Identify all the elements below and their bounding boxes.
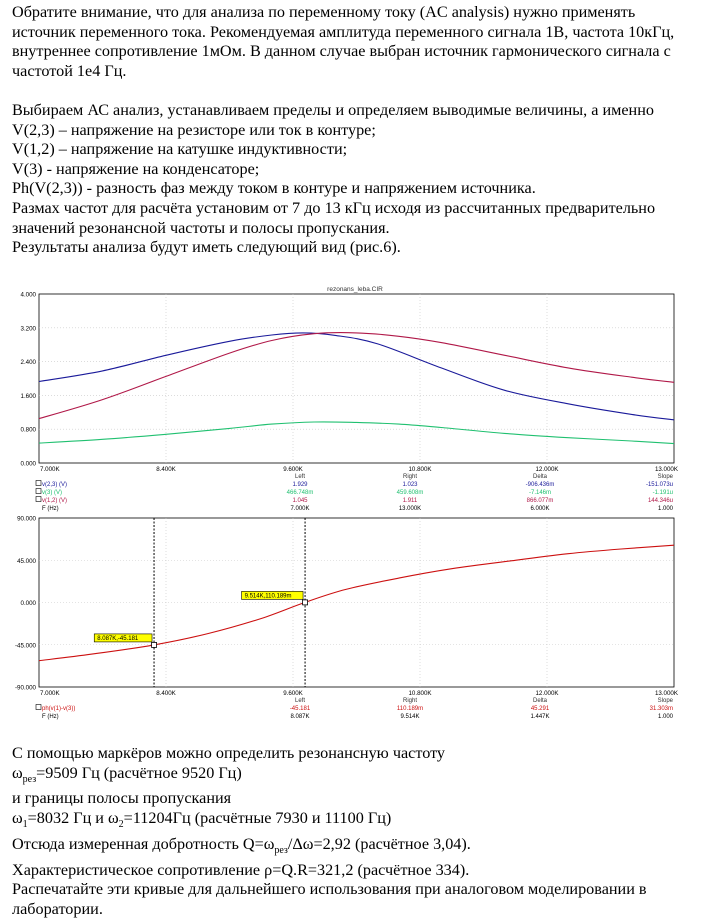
- cell-slope: 1.000: [657, 506, 673, 512]
- cell-right: 9.514K: [400, 714, 420, 720]
- intro-paragraph-3: Размах частот для расчёта установим от 7 до 13 кГц исходя из рассчитанных предварительно значений резонансной частоты и полосы пропускания.: [12, 198, 656, 237]
- cell-left: 1.045: [292, 498, 308, 504]
- y-tick-label: 2.400: [20, 359, 36, 367]
- cell-right: 110.189m: [396, 706, 424, 712]
- resonance-value: =9509 Гц (расчётное 9520 Гц): [36, 763, 242, 782]
- x-tick-label: 10.800K: [408, 690, 432, 697]
- table-header: Delta: [532, 474, 548, 480]
- cell-delta: 45.291: [530, 706, 550, 712]
- omega-sub-res-2: рез: [274, 845, 288, 857]
- y-tick-label: 3.200: [20, 325, 36, 333]
- cell-left: -45.181: [289, 706, 311, 712]
- x-tick-label: 12.000K: [535, 466, 559, 473]
- cell-right: 459.608m: [396, 490, 424, 496]
- outro-line-rho: [12, 861, 702, 881]
- legend-label: F (Hz): [42, 714, 59, 720]
- cell-right: 1.023: [402, 482, 418, 488]
- y-tick-label: 90.000: [17, 515, 36, 523]
- y-tick-label: 0.800: [20, 426, 36, 434]
- cell-right: 13.000K: [398, 506, 422, 512]
- x-tick-label: 10.800K: [408, 466, 432, 473]
- legend-checkbox[interactable]: [36, 497, 41, 502]
- cell-slope: -151.073u: [645, 482, 673, 488]
- legend-label: v(3) (V): [42, 490, 62, 496]
- ac-analysis-figure: [0, 283, 706, 721]
- x-tick-label: 8.400K: [156, 690, 176, 697]
- cell-left: 8.087K: [290, 714, 310, 720]
- band-high-value: =11204Гц (расчётные 7930 и 11100 Гц): [123, 809, 392, 828]
- omega-sub-1: 1: [22, 819, 28, 831]
- table-header: Right: [402, 698, 418, 704]
- intro-text: [12, 3, 702, 258]
- intro-line-phase: Ph(V(2,3)) - разность фаз между током в контуре и напряжением источника.: [12, 179, 536, 198]
- y-tick-label: -90.000: [15, 684, 36, 692]
- x-tick-label: 7.000K: [40, 466, 60, 473]
- legend-label: v(1,2) (V): [42, 498, 68, 504]
- rho-text: Характеристическое сопротивление: [12, 860, 265, 879]
- outro-line-print: Распечатайте эти кривые для дальнейшего использования при аналоговом моделировании в лаборатории.: [12, 880, 647, 918]
- outro-text: [12, 744, 702, 919]
- x-tick-label: 9.600K: [283, 466, 303, 473]
- table-header: Left: [294, 698, 306, 704]
- rho-symbol: ρ: [264, 860, 273, 879]
- intro-paragraph-2: Выбираем АС анализ, устанавливаем пределы и определяем выводимые величины, а именно: [12, 100, 654, 119]
- x-tick-label: 12.000K: [535, 690, 559, 697]
- legend-label: v(2,3) (V): [42, 482, 68, 488]
- y-tick-label: 0.000: [20, 460, 36, 468]
- q-value: /Δω=2,92 (расчётное 3,04).: [287, 834, 471, 853]
- cell-delta: 866.077m: [526, 498, 554, 504]
- x-tick-label: 13.000K: [654, 690, 678, 697]
- legend-label: ph(v(1)-v(3)): [42, 706, 76, 712]
- plot-svg: [0, 283, 706, 721]
- x-tick-label: 13.000K: [654, 466, 678, 473]
- omega-sub-res: рез: [22, 773, 37, 785]
- intro-line-v23: V(2,3) – напряжение на резисторе или ток в контуре;: [12, 120, 376, 139]
- x-tick-label: 7.000K: [40, 690, 60, 697]
- y-tick-label: -45.000: [15, 642, 36, 650]
- plot-title: rezonans_leba.CIR: [327, 286, 383, 293]
- cell-slope: 31.303m: [649, 706, 673, 712]
- y-tick-label: 1.600: [20, 392, 36, 400]
- legend-label: F (Hz): [42, 506, 59, 512]
- cell-right: 1.911: [402, 498, 418, 504]
- cell-left: 466.748m: [286, 490, 314, 496]
- cell-slope: 144.346u: [647, 498, 673, 504]
- intro-line-v3: V(3) - напряжение на конденсаторе;: [12, 159, 260, 178]
- outro-line-3: и границы полосы пропускания: [12, 789, 232, 808]
- cell-slope: 1.000: [657, 714, 673, 720]
- omega-symbol-2: ω: [108, 809, 119, 828]
- omega-symbol-1: ω: [12, 809, 23, 828]
- cell-delta: 6.000K: [530, 506, 550, 512]
- table-header: Delta: [532, 698, 548, 704]
- y-tick-label: 0.000: [20, 600, 36, 607]
- omega-symbol: ω: [12, 763, 23, 782]
- legend-checkbox[interactable]: [36, 489, 41, 494]
- rho-value: =Q.R=321,2 (расчётное 334).: [272, 860, 470, 879]
- legend-checkbox[interactable]: [36, 705, 41, 710]
- outro-line-resonance: [12, 764, 702, 790]
- cell-delta: 1.447K: [530, 714, 550, 720]
- table-header: Left: [294, 474, 306, 480]
- intro-paragraph-1: Обратите внимание, что для анализа по переменному току (AC analysis) нужно применять источник переменного тока. Рекомендуемая амплитуда переменного сигнала 1В, частота 10кГц, внутреннее сопротивление 1мОм. В данном случае выбран источник гармонического сигнала с частотой 1е4 Гц.: [12, 3, 675, 80]
- table-header: Slope: [657, 474, 673, 480]
- q-text: Отсюда измеренная добротность Q=: [12, 834, 264, 853]
- marker-label-1: 9.514K,110.189m: [244, 593, 292, 600]
- intro-line-v12: V(1,2) – напряжение на катушке индуктивности;: [12, 140, 348, 159]
- y-tick-label: 45.000: [17, 557, 36, 565]
- cell-delta: -7.146m: [528, 490, 552, 496]
- legend-checkbox[interactable]: [36, 481, 41, 486]
- outro-line-1: С помощью маркёров можно определить резонансную частоту: [12, 744, 446, 762]
- marker-point-0: [152, 642, 157, 647]
- marker-point-1: [303, 600, 308, 605]
- intro-spacer: [12, 81, 702, 101]
- intro-paragraph-4: Результаты анализа будут иметь следующий вид (рис.6).: [12, 238, 401, 257]
- x-tick-label: 8.400K: [156, 466, 176, 473]
- cell-left: 7.000K: [290, 506, 310, 512]
- omega-sub-2: 2: [118, 819, 124, 831]
- outro-line-band: [12, 809, 702, 835]
- cell-slope: -1.191u: [652, 490, 673, 496]
- cell-left: 1.929: [292, 482, 308, 488]
- x-tick-label: 9.600K: [283, 690, 303, 697]
- y-tick-label: 4.000: [20, 291, 36, 299]
- outro-line-q: [12, 835, 702, 861]
- band-low-value: =8032 Гц и: [27, 809, 108, 828]
- cell-delta: -906.436m: [525, 482, 555, 488]
- omega-symbol-3: ω: [263, 834, 275, 853]
- marker-label-0: 8.087K,-45.181: [97, 636, 139, 643]
- table-header: Slope: [657, 698, 673, 704]
- table-header: Right: [402, 474, 418, 480]
